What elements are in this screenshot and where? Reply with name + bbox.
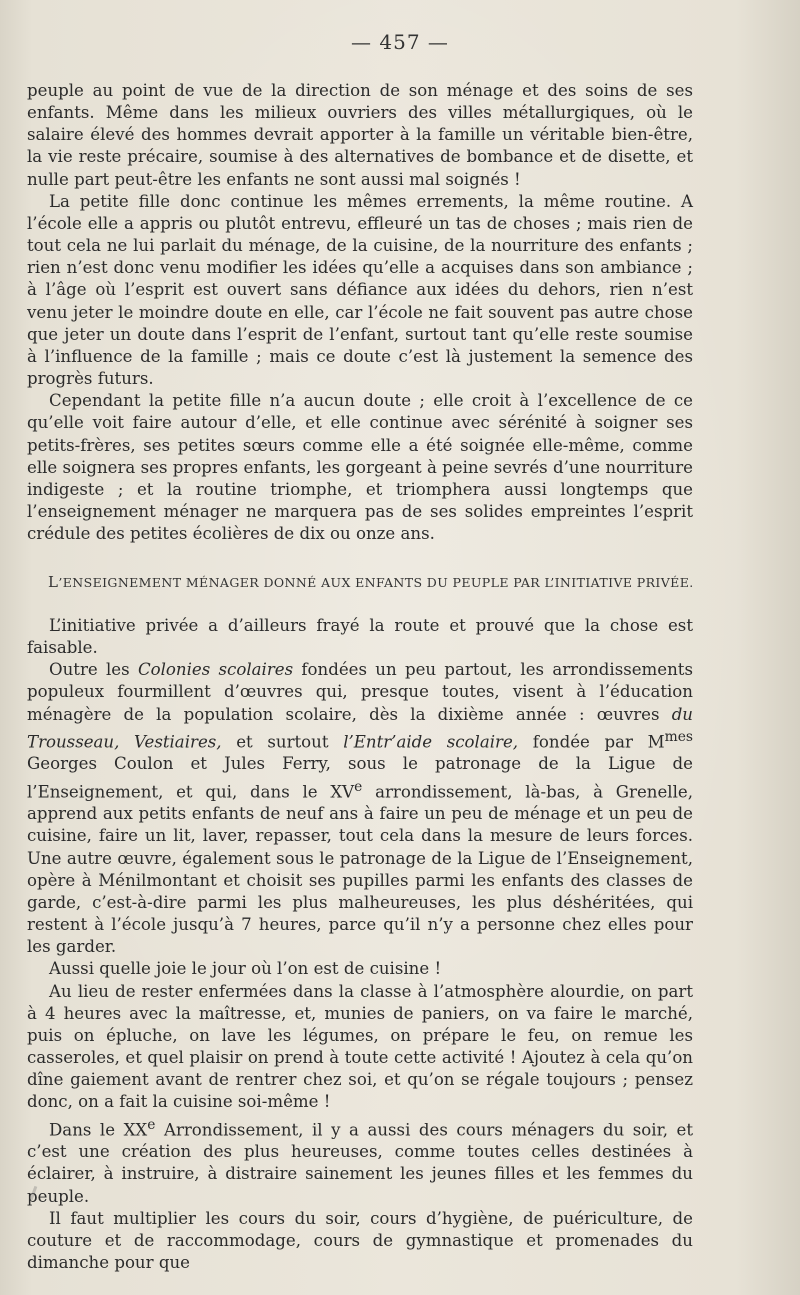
paragraph: L’initiative privée a d’ailleurs frayé la route et prouvé que la chose est faisable. [27, 616, 693, 658]
section-heading-initial: L [48, 573, 59, 591]
paragraph: La petite fille donc continue les mêmes errements, la même routine. A l’école elle a appris ou plutôt entrevu, effleuré un tas de choses ; mais rien de tout cela ne lui parlait du ménage, de la cuisine, de la nourriture des enfants ; rien n’est donc venu modifier les idées qu’elle a acquises dans son ambiance ; à l’âge où l’esprit est ouvert sans défiance aux idées du dehors, rien n’est venu jeter le moindre doute en elle, car l’école ne fait souvent pas autre chose que jeter un doute dans l’esprit de l’enfant, surtout tant qu’elle reste soumise à l’influence de la famille ; mais ce doute c’est là justement la semence des progrès futurs. [27, 191, 693, 389]
italic-title: du Trousseau, Vestiaires, [27, 704, 693, 752]
text-run: Outre les [49, 660, 138, 680]
page-number: — 457 — [351, 30, 449, 54]
superscript: e [354, 778, 363, 795]
section-heading [48, 573, 698, 591]
text-run: Arrondissement, il y a aussi des cours ménagers du soir, et c’est une création des plus heureuses, comme toutes celles destinées à éclairer, à instruire, à distraire sainement les jeunes filles et les femmes du peuple. [27, 1120, 693, 1206]
text-run: Georges Coulon et Jules Ferry, sous le patronage de la Ligue de l’Enseignement, et qui, dans le XV [27, 754, 693, 802]
text-run: fondées un peu partout, les arrondissements populeux fourmillent d’œuvres qui, presque toutes, visent à l’éducation ménagère de la population scolaire, dès la dixième année : œuvres [27, 660, 693, 724]
text-run: Dans le XX [49, 1120, 148, 1140]
paragraph: peuple au point de vue de la direction de son ménage et des soins de ses enfants. Même dans les milieux ouvriers des villes métallurgiques, où le salaire élevé des hommes devrait apporter à la famille un véritable bien-être, la vie reste précaire, soumise à des alternatives de bombance et de disette, et nulle part peut-être les enfants ne sont aussi mal soignés ! [27, 81, 693, 189]
section-heading-text: ’ENSEIGNEMENT MÉNAGER DONNÉ AUX ENFANTS DU PEUPLE PAR L’INITIATIVE PRIVÉE. [58, 575, 694, 590]
paragraph: Il faut multiplier les cours du soir, cours d’hygiène, de puériculture, de couture et de raccommodage, cours de gymnastique et promenades du dimanche pour que [27, 1208, 693, 1272]
paragraph: Cependant la petite fille n’a aucun doute ; elle croit à l’excellence de ce qu’elle voit faire autour d’elle, et elle continue avec sérénité à soigner ses petits-frères, ses petites sœurs comme elle a été soignée elle-même, comme elle soignera ses propres enfants, les gorgeant à peine sevrés d’une nourriture indigeste ; et la routine triomphe, et triomphera aussi longtemps que l’enseignement ménager ne marquera pas de ses solides empreintes l’esprit crédule des petites écolières de dix ou onze ans. [27, 391, 693, 544]
superscript: mes [664, 728, 693, 745]
text-run: et surtout [221, 732, 344, 752]
italic-title: l’Entr’aide scolaire, [343, 732, 519, 752]
paragraph: Au lieu de rester enfermées dans la classe à l’atmosphère alourdie, on part à 4 heures avec la maîtresse, et, munies de paniers, on va faire le marché, puis on épluche, on lave les légumes, on prépare le feu, on remue les casseroles, et quel plaisir on prend à toute cette activité ! Ajoutez à cela qu’on dîne gaiement avant de rentrer chez soi, et qu’on se régale toujours ; pensez donc, on a fait la cuisine soi-même ! [27, 981, 693, 1112]
paragraph: Aussi quelle joie le jour où l’on est de cuisine ! [49, 959, 442, 979]
text-run: fondée par M [518, 732, 665, 752]
text-block-before-heading [27, 80, 693, 545]
paragraph [27, 659, 693, 958]
text-block-after-heading [27, 615, 693, 1274]
text-run: arrondissement, là-bas, à Grenelle, apprend aux petits enfants de neuf ans à faire un peu de ménage et un peu de cuisine, faire un lit, laver, repasser, tout cela dans la mesure de leurs forces. Une autre œuvre, également sous le patronage de la Ligue de l’Enseignement, opère à Ménilmontant et choisit ses pupilles parmi les enfants des classes de garde, c’est-à-dire parmi les plus malheureuses, les plus déshéritées, qui restent à l’école jusqu’à 7 heures, parce qu’il n’y a personne chez elles pour les garder. [27, 782, 694, 957]
italic-title: Colonies scolaires [137, 660, 294, 680]
superscript: e [147, 1116, 156, 1133]
paragraph [27, 1114, 693, 1208]
